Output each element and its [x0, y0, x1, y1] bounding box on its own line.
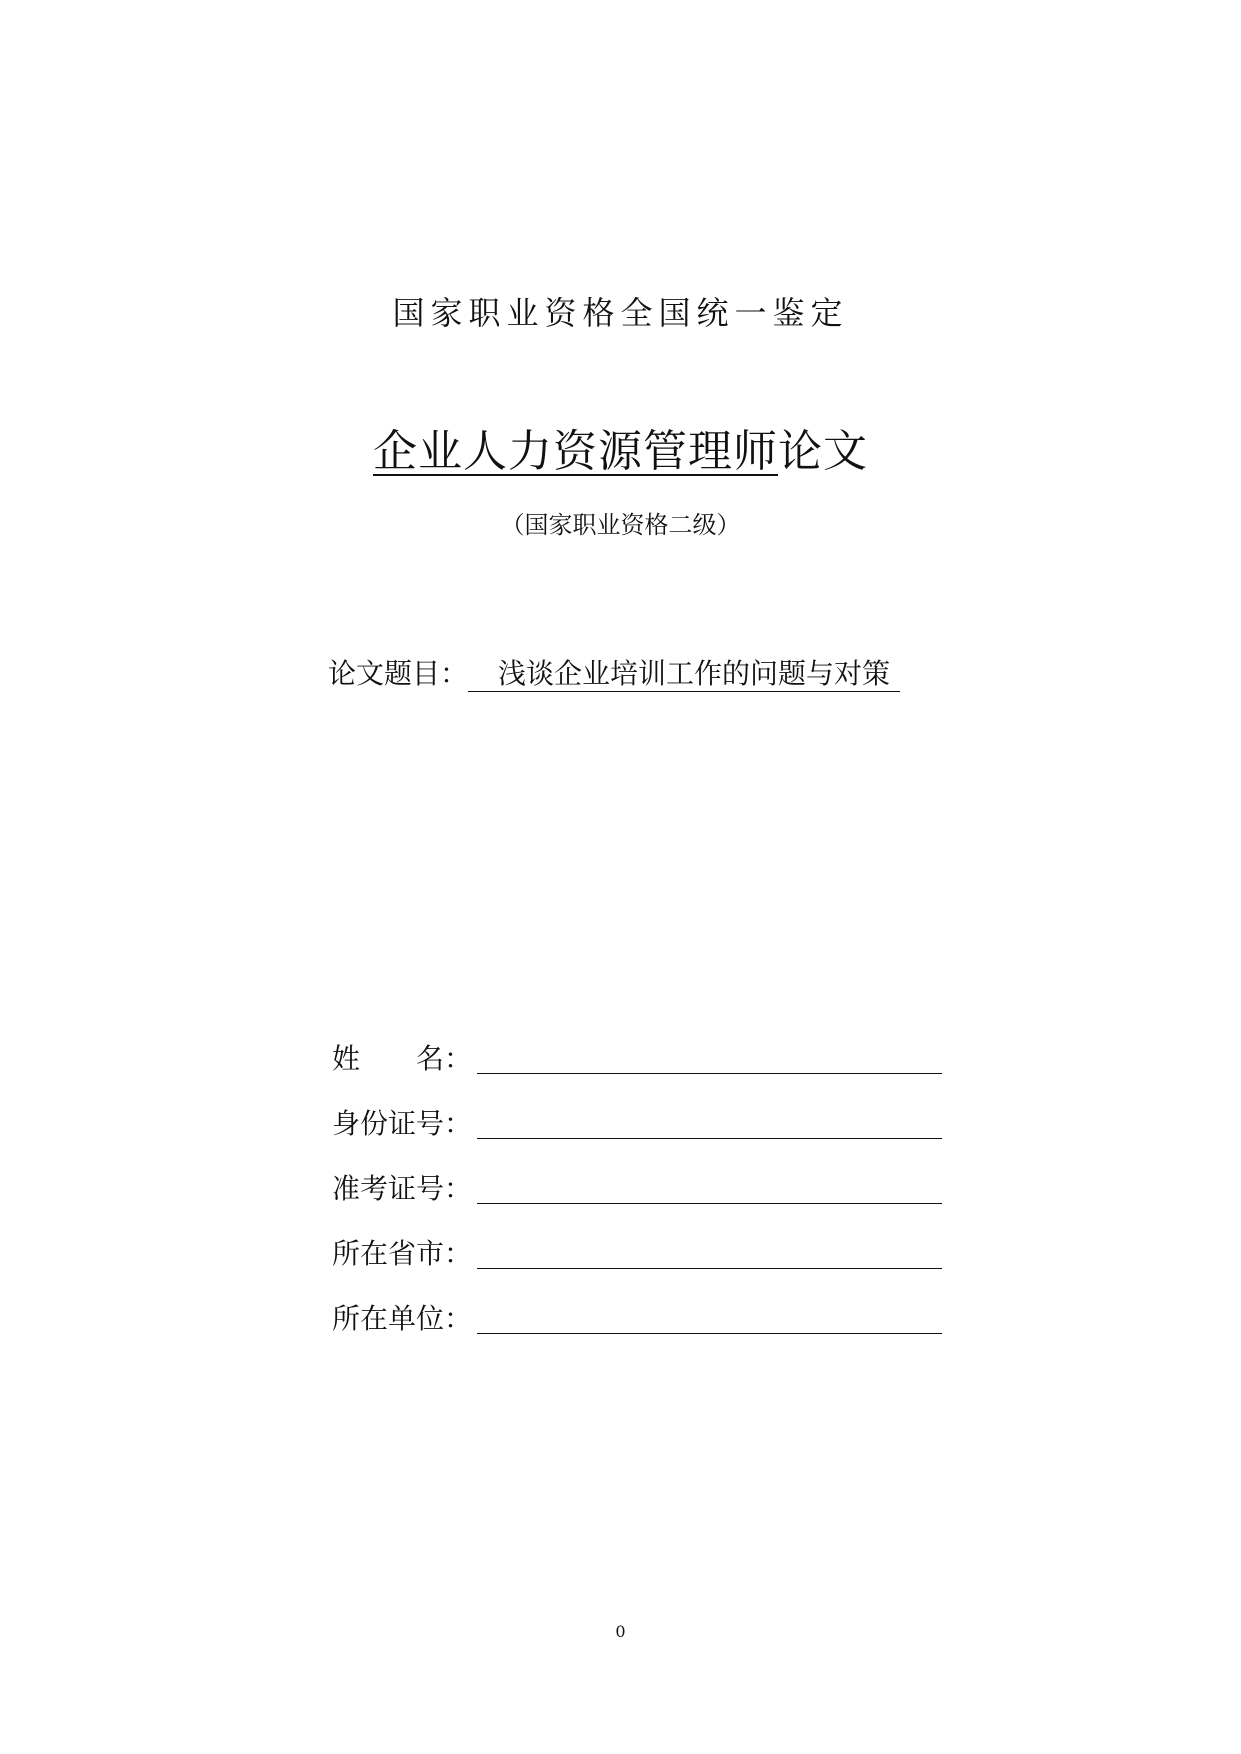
field-line-province-city [477, 1268, 942, 1269]
topic-value: 浅谈企业培训工作的问题与对策 [468, 657, 900, 692]
main-title-rest: 论文 [778, 426, 868, 477]
field-row-exam-number [332, 1167, 942, 1207]
field-row-name [332, 1037, 942, 1077]
field-label-name: 姓 名： [332, 1042, 473, 1075]
field-line-work-unit [477, 1333, 942, 1334]
subtitle: （国家职业资格二级） [500, 511, 741, 539]
main-title [0, 415, 1241, 479]
field-line-name [477, 1073, 942, 1074]
field-label-exam-number: 准考证号： [332, 1172, 473, 1205]
field-label-province-city: 所在省市： [332, 1237, 473, 1270]
field-line-id-number [477, 1138, 942, 1139]
field-line-exam-number [477, 1203, 942, 1204]
field-row-province-city [332, 1232, 942, 1272]
field-label-work-unit: 所在单位： [332, 1302, 473, 1335]
topic-label: 论文题目： [328, 657, 469, 690]
field-label-id-number: 身份证号： [332, 1107, 473, 1140]
topic-row [328, 652, 900, 692]
supertitle: 国家职业资格全国统一鉴定 [392, 294, 849, 332]
page-number: 0 [615, 1622, 626, 1641]
field-row-work-unit [332, 1297, 942, 1337]
field-row-id-number [332, 1102, 942, 1142]
main-title-underlined: 企业人力资源管理师 [373, 426, 778, 477]
